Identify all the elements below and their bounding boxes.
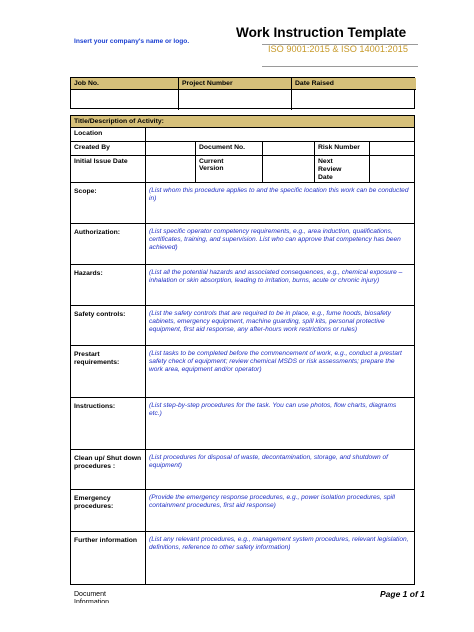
- current-version-field[interactable]: [263, 156, 315, 182]
- document-title: Work Instruction Template: [236, 25, 407, 40]
- location-label: Location: [71, 128, 146, 141]
- document-no-field[interactable]: [263, 142, 315, 155]
- date-raised-field[interactable]: [292, 90, 416, 110]
- section-label: Hazards:: [71, 265, 146, 305]
- job-no-field[interactable]: [71, 90, 179, 110]
- section-label: Scope:: [71, 183, 146, 223]
- risk-number-label: Risk Number: [315, 142, 370, 155]
- section-hint: (List whom this procedure applies to and the specific location this work can be conducted in): [149, 187, 409, 202]
- section-prestart: [71, 346, 414, 398]
- section-body[interactable]: [146, 265, 414, 305]
- date-raised-header: Date Raised: [292, 78, 416, 90]
- section-scope: [71, 183, 414, 224]
- risk-number-field[interactable]: [370, 142, 414, 155]
- current-version-text: Current Version: [199, 158, 224, 172]
- section-hint: (List any relevant procedures, e.g., management system procedures, relevant legislation, definitions, reference to other safety information): [149, 536, 409, 551]
- activity-table: [70, 115, 415, 585]
- activity-heading: Title/Description of Activity:: [71, 116, 414, 128]
- section-hint: (Provide the emergency response procedures, e.g., power isolation procedures, spill containment procedures, first aid response): [149, 494, 395, 509]
- section-body[interactable]: [146, 306, 414, 345]
- job-info-table: [70, 77, 415, 109]
- section-label: Authorization:: [71, 224, 146, 264]
- section-body[interactable]: [146, 490, 414, 531]
- section-body[interactable]: [146, 450, 414, 489]
- project-number-header: Project Number: [179, 78, 292, 90]
- section-authorization: [71, 224, 414, 265]
- section-label: Further information: [71, 532, 146, 584]
- section-body[interactable]: [146, 183, 414, 223]
- created-by-field[interactable]: [146, 142, 196, 155]
- section-label: Clean up/ Shut down procedures :: [71, 450, 146, 489]
- initial-issue-date-label: Initial Issue Date: [71, 156, 146, 182]
- section-cleanup: [71, 450, 414, 490]
- section-body[interactable]: [146, 346, 414, 397]
- next-review-date-text: Next Review Date: [318, 158, 342, 181]
- created-by-row: [71, 142, 414, 156]
- section-emergency: [71, 490, 414, 532]
- section-label: Emergency procedures:: [71, 490, 146, 531]
- section-hint: (List the safety controls that are required to be in place, e.g., fume hoods, biosafety cabinets, emergency equipment, machine guarding, spill kits, personal protective equipment, first aid response, any after-hours work restrictions or rules): [149, 310, 391, 333]
- document-no-label: Document No.: [196, 142, 263, 155]
- section-hint: (List specific operator competency requirements, e.g., area induction, qualifications, certificates, training, and supervision. List who can approve that competency has been achieved): [149, 228, 401, 251]
- footer-document-info: Document Information: [74, 591, 110, 603]
- next-review-date-label: [315, 156, 370, 182]
- section-safety-controls: [71, 306, 414, 346]
- location-row: [71, 128, 414, 142]
- section-body[interactable]: [146, 224, 414, 264]
- section-hint: (List all the potential hazards and associated consequences, e.g., chemical exposure – inhalation or skin absorption, leading to irritation, burns, acute or chronic injury): [149, 269, 403, 284]
- next-review-date-field[interactable]: [370, 156, 414, 182]
- footer-page-number: Page 1 of 1: [380, 589, 425, 599]
- iso-standard-label: ISO 9001:2015 & ISO 14001:2015: [268, 44, 408, 54]
- section-hazards: [71, 265, 414, 306]
- project-number-field[interactable]: [179, 90, 292, 110]
- section-hint: (List step-by-step procedures for the task. You can use photos, flow charts, diagrams etc.): [149, 402, 397, 417]
- section-body[interactable]: [146, 398, 414, 449]
- location-field[interactable]: [146, 128, 414, 141]
- job-no-header: Job No.: [71, 78, 179, 90]
- issue-row: [71, 156, 414, 183]
- section-instructions: [71, 398, 414, 450]
- section-body[interactable]: [146, 532, 414, 584]
- section-hint: (List procedures for disposal of waste, decontamination, storage, and shutdown of equipment): [149, 454, 388, 469]
- section-further-info: [71, 532, 414, 584]
- company-logo-placeholder: Insert your company's name or logo.: [74, 38, 190, 45]
- section-label: Safety controls:: [71, 306, 146, 345]
- current-version-label: [196, 156, 263, 182]
- section-hint: (List tasks to be completed before the commencement of work, e.g., conduct a prestart safety check of equipment; review chemical MSDS or risk assessments; prepare the work area, equipment and/or operator): [149, 350, 402, 373]
- iso-divider: [262, 66, 418, 67]
- section-label: Prestart requirements:: [71, 346, 146, 397]
- section-label: Instructions:: [71, 398, 146, 449]
- created-by-label: Created By: [71, 142, 146, 155]
- initial-issue-date-field[interactable]: [146, 156, 196, 182]
